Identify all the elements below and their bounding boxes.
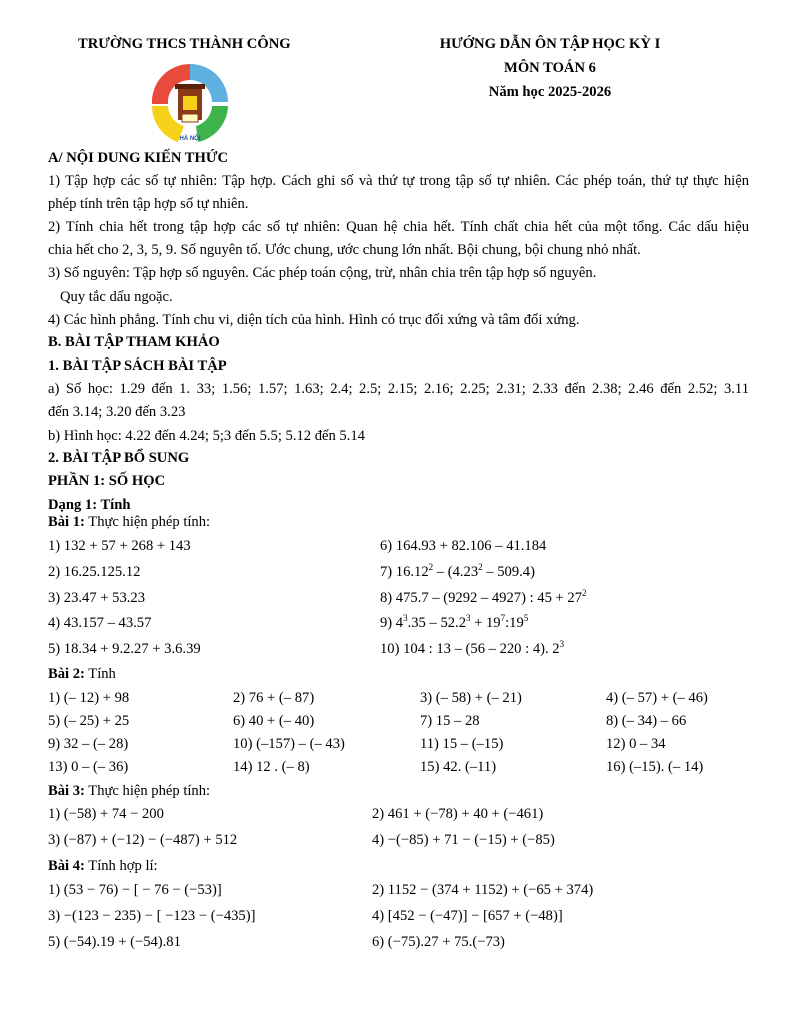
section-a-heading: A/ NỘI DUNG KIẾN THỨC <box>48 150 229 166</box>
bai1-label: Bài 1: <box>48 514 85 530</box>
bai1-item-4: 4) 43.157 – 43.57 <box>48 615 152 631</box>
bai2-cell: 7) 15 – 28 <box>420 713 480 729</box>
bai1-item-1: 1) 132 + 57 + 268 + 143 <box>48 538 191 554</box>
bai3-prompt: Thực hiện phép tính: <box>84 783 211 799</box>
section-b-sub2: 2. BÀI TẬP BỔ SUNG <box>48 450 190 466</box>
bai4-item-2: 2) 1152 − (374 + 1152) + (−65 + 374) <box>372 882 594 898</box>
bai2-cell: 15) 42. (–11) <box>420 759 497 775</box>
bai3-label: Bài 3: <box>48 783 85 799</box>
bai2-cell: 14) 12 . (– 8) <box>233 759 310 775</box>
exercise-list-arith-cont: đến 3.14; 3.20 đến 3.23 <box>48 404 186 420</box>
school-logo <box>148 56 232 146</box>
bai1-item-6: 6) 164.93 + 82.106 – 41.184 <box>380 538 547 554</box>
bai3-item-2: 2) 461 + (−78) + 40 + (−461) <box>372 806 544 822</box>
bai1-item-10: 10) 104 : 13 – (56 – 220 : 4). $2^3$ <box>380 639 565 657</box>
section-a-p1: 1) Tập hợp các số tự nhiên: Tập hợp. Cách ghi số và thứ tự trong tập số tự nhiên. Các phép toán, thứ tự thực hiện <box>48 173 749 189</box>
bai2-cell: 13) 0 – (– 36) <box>48 759 129 775</box>
bai2-cell: 5) (– 25) + 25 <box>48 713 130 729</box>
bai2-cell: 16) (–15). (– 14) <box>606 759 704 775</box>
doc-subject: MÔN TOÁN 6 <box>504 60 596 76</box>
bai3-title <box>48 783 210 800</box>
bai4-item-4: 4) [452 − (−47)] − [657 + (−48)] <box>372 908 563 924</box>
exercise-list-arith: a) Số học: 1.29 đến 1. 33; 1.56; 1.57; 1.63; 2.4; 2.5; 2.15; 2.16; 2.25; 2.31; 2.33 đến 2.38; 2.46 đến 2.52; 3.11 <box>48 381 749 397</box>
bai3-item-4: 4) −(−85) + 71 − (−15) + (−85) <box>372 832 555 848</box>
part1-heading: PHẦN 1: SỐ HỌC <box>48 473 166 489</box>
bai2-cell: 11) 15 – (–15) <box>420 736 504 752</box>
school-year: Năm học 2025-2026 <box>488 84 612 100</box>
bai2-cell: 1) (– 12) + 98 <box>48 690 130 706</box>
bai2-cell: 6) 40 + (– 40) <box>233 713 315 729</box>
section-a-p2-cont: chia hết cho 2, 3, 5, 9. Số nguyên tố. Ước chung, ước chung lớn nhất. Bội chung, bội chung nhỏ nhất. <box>48 242 641 258</box>
bai4-item-1: 1) (53 − 76) − [ − 76 − (−53)] <box>48 882 222 898</box>
bai2-cell: 10) (–157) – (– 43) <box>233 736 345 752</box>
bai2-title <box>48 666 116 683</box>
bai2-cell: 2) 76 + (– 87) <box>233 690 315 706</box>
bai4-prompt: Tính hợp lí: <box>84 858 158 874</box>
school-name: TRƯỜNG THCS THÀNH CÔNG <box>78 36 291 52</box>
bai2-cell: 12) 0 – 34 <box>606 736 666 752</box>
section-b-sub1: 1. BÀI TẬP SÁCH BÀI TẬP <box>48 358 227 374</box>
bai1-item-3: 3) 23.47 + 53.23 <box>48 590 146 606</box>
bai4-item-6: 6) (−75).27 + 75.(−73) <box>372 934 505 950</box>
svg-text:HÀ NỘI: HÀ NỘI <box>179 136 201 142</box>
bai4-label: Bài 4: <box>48 858 85 874</box>
bai1-item-2: 2) 16.25.125.12 <box>48 564 141 580</box>
bai1-item-5: 5) 18.34 + 9.2.27 + 3.6.39 <box>48 641 201 657</box>
bai2-label: Bài 2: <box>48 666 85 682</box>
bai2-cell: 4) (– 57) + (– 46) <box>606 690 708 706</box>
bai1-prompt: Thực hiện phép tính: <box>84 514 211 530</box>
bai3-item-1: 1) (−58) + 74 − 200 <box>48 806 164 822</box>
section-a-p2: 2) Tính chia hết trong tập hợp các số tự nhiên: Quan hệ chia hết. Tính chất chia hết của một tổng. Các dấu hiệu <box>48 219 749 235</box>
bai3-item-3: 3) (−87) + (−12) − (−487) + 512 <box>48 832 238 848</box>
bai4-item-3: 3) −(123 − 235) − [ −123 − (−435)] <box>48 908 256 924</box>
section-a-p3: 3) Số nguyên: Tập hợp số nguyên. Các phép toán cộng, trừ, nhân chia trên tập hợp số nguyên. <box>48 265 597 281</box>
bai1-title <box>48 514 210 531</box>
bai2-cell: 9) 32 – (– 28) <box>48 736 129 752</box>
section-b-heading: B. BÀI TẬP THAM KHẢO <box>48 334 220 350</box>
bai2-cell: 8) (– 34) – 66 <box>606 713 687 729</box>
section-a-p1-cont: phép tính trên tập hợp số tự nhiên. <box>48 196 249 212</box>
doc-title: HƯỚNG DẪN ÔN TẬP HỌC KỲ I <box>439 36 661 52</box>
bai2-cell: 3) (– 58) + (– 21) <box>420 690 522 706</box>
bai1-item-8: 8) 475.7 – (9292 – 4927) : $45 + 27^2$ <box>380 588 587 606</box>
section-a-p4: 4) Các hình phẳng. Tính chu vi, diện tích của hình. Hình có trục đối xứng và tâm đối xứng. <box>48 312 580 328</box>
bai1-item-9: 9) $4^3.35 - 52.2^3$ + $19^7:19^5$ <box>380 613 529 631</box>
bai4-item-5: 5) (−54).19 + (−54).81 <box>48 934 181 950</box>
bai1-item-7: 7) 16.12$^2$ – (4.23$^2$ – 509.4) <box>380 562 535 580</box>
bai2-prompt: Tính <box>84 666 116 682</box>
bai4-title <box>48 858 158 875</box>
exercise-list-geom: b) Hình học: 4.22 đến 4.24; 5;3 đến 5.5; 5.12 đến 5.14 <box>48 428 365 444</box>
section-a-p3-cont: Quy tắc dấu ngoặc. <box>60 289 173 305</box>
dang1-heading: Dạng 1: Tính <box>48 497 131 513</box>
